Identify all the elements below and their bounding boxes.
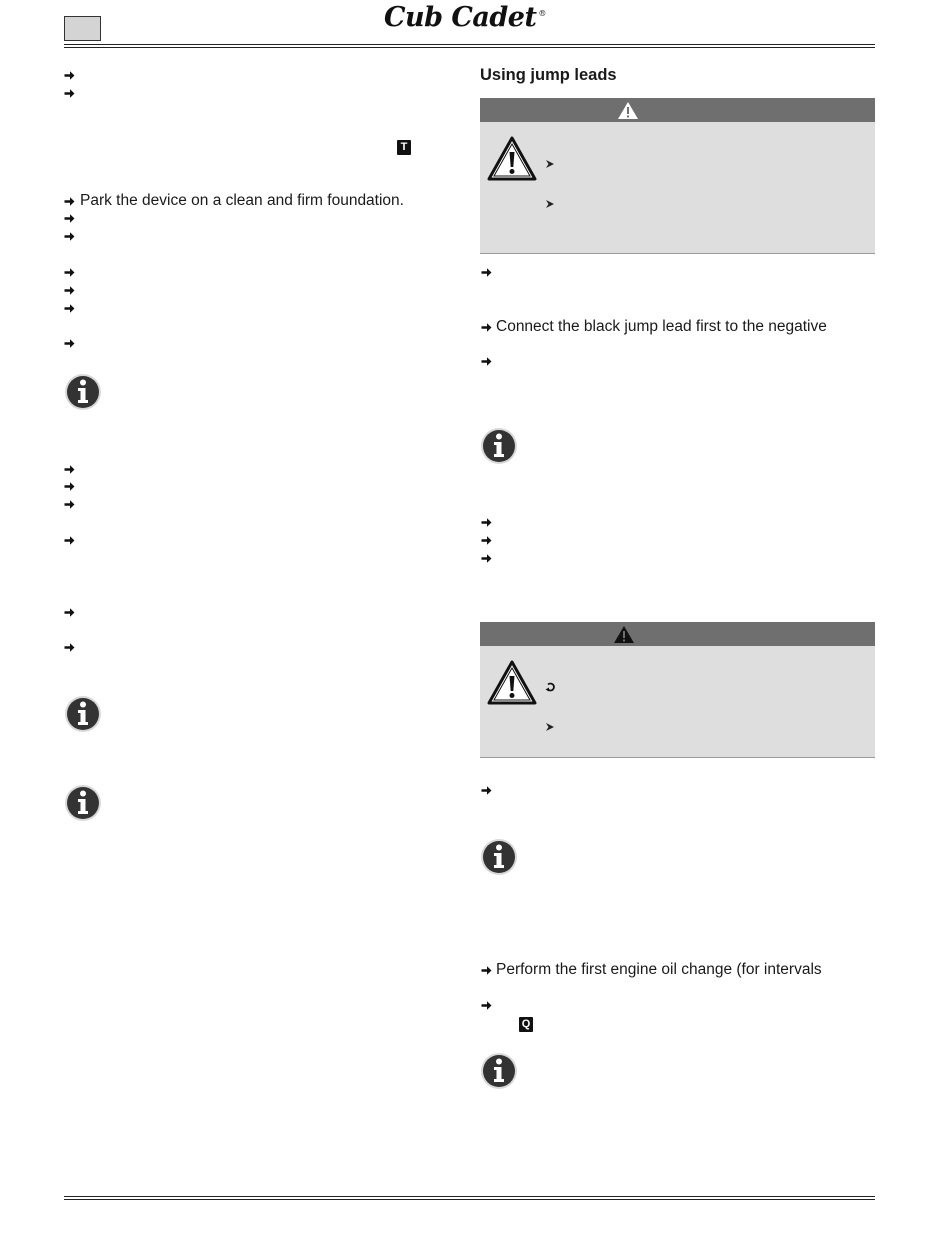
arrow-right-icon — [481, 356, 492, 367]
arrow-right-icon — [64, 88, 75, 99]
park-instruction: Park the device on a clean and firm foundation. — [80, 192, 404, 209]
info-icon — [480, 1052, 518, 1090]
chevron-arrow-icon — [545, 199, 555, 209]
oil-change-instruction: Perform the first engine oil change (for intervals — [496, 961, 822, 978]
arrow-right-icon — [64, 499, 75, 510]
footer-rule-top — [64, 1196, 875, 1197]
arrow-right-icon — [64, 303, 75, 314]
arrow-right-icon — [481, 267, 492, 278]
info-icon — [480, 838, 518, 876]
arrow-right-icon — [64, 231, 75, 242]
warning-box-1-header — [480, 98, 875, 122]
arrow-right-icon — [481, 965, 492, 976]
arrow-right-icon — [64, 213, 75, 224]
chevron-arrow-icon — [545, 722, 555, 732]
info-icon — [480, 427, 518, 465]
warning-triangle-icon — [486, 135, 538, 182]
brand-logo — [384, 2, 546, 33]
warning-box-2 — [480, 622, 875, 758]
warning-header-icon — [617, 101, 639, 120]
arrow-right-icon — [64, 607, 75, 618]
brand-logo-text: Cub Cadet — [384, 2, 537, 33]
arrow-right-icon — [64, 481, 75, 492]
arrow-right-icon — [64, 464, 75, 475]
warning-box-2-header — [480, 622, 875, 646]
key-badge-t: T — [397, 140, 411, 155]
header-rule-top — [64, 44, 875, 45]
registered-mark: ® — [538, 9, 546, 18]
arrow-right-icon — [481, 322, 492, 333]
arrow-right-icon — [481, 517, 492, 528]
page-number-box — [64, 16, 101, 41]
arrow-right-icon — [64, 285, 75, 296]
circular-arrow-icon — [545, 682, 555, 692]
section-heading: Using jump leads — [480, 66, 617, 84]
arrow-right-icon — [64, 70, 75, 81]
header-rule-bottom — [64, 47, 875, 48]
warning-header-icon — [613, 625, 635, 644]
arrow-right-icon — [64, 196, 75, 207]
info-icon — [64, 695, 102, 733]
arrow-right-icon — [481, 1000, 492, 1011]
arrow-right-icon — [64, 642, 75, 653]
arrow-right-icon — [481, 785, 492, 796]
arrow-right-icon — [64, 535, 75, 546]
info-icon — [64, 373, 102, 411]
footer-rule-bottom — [64, 1199, 875, 1200]
arrow-right-icon — [64, 267, 75, 278]
warning-triangle-icon — [486, 659, 538, 706]
arrow-right-icon — [64, 338, 75, 349]
warning-box-1 — [480, 98, 875, 254]
chevron-arrow-icon — [545, 159, 555, 169]
info-icon — [64, 784, 102, 822]
jump-lead-instruction: Connect the black jump lead first to the negative — [496, 318, 827, 335]
key-badge-q: Q — [519, 1017, 533, 1032]
arrow-right-icon — [481, 553, 492, 564]
arrow-right-icon — [481, 535, 492, 546]
